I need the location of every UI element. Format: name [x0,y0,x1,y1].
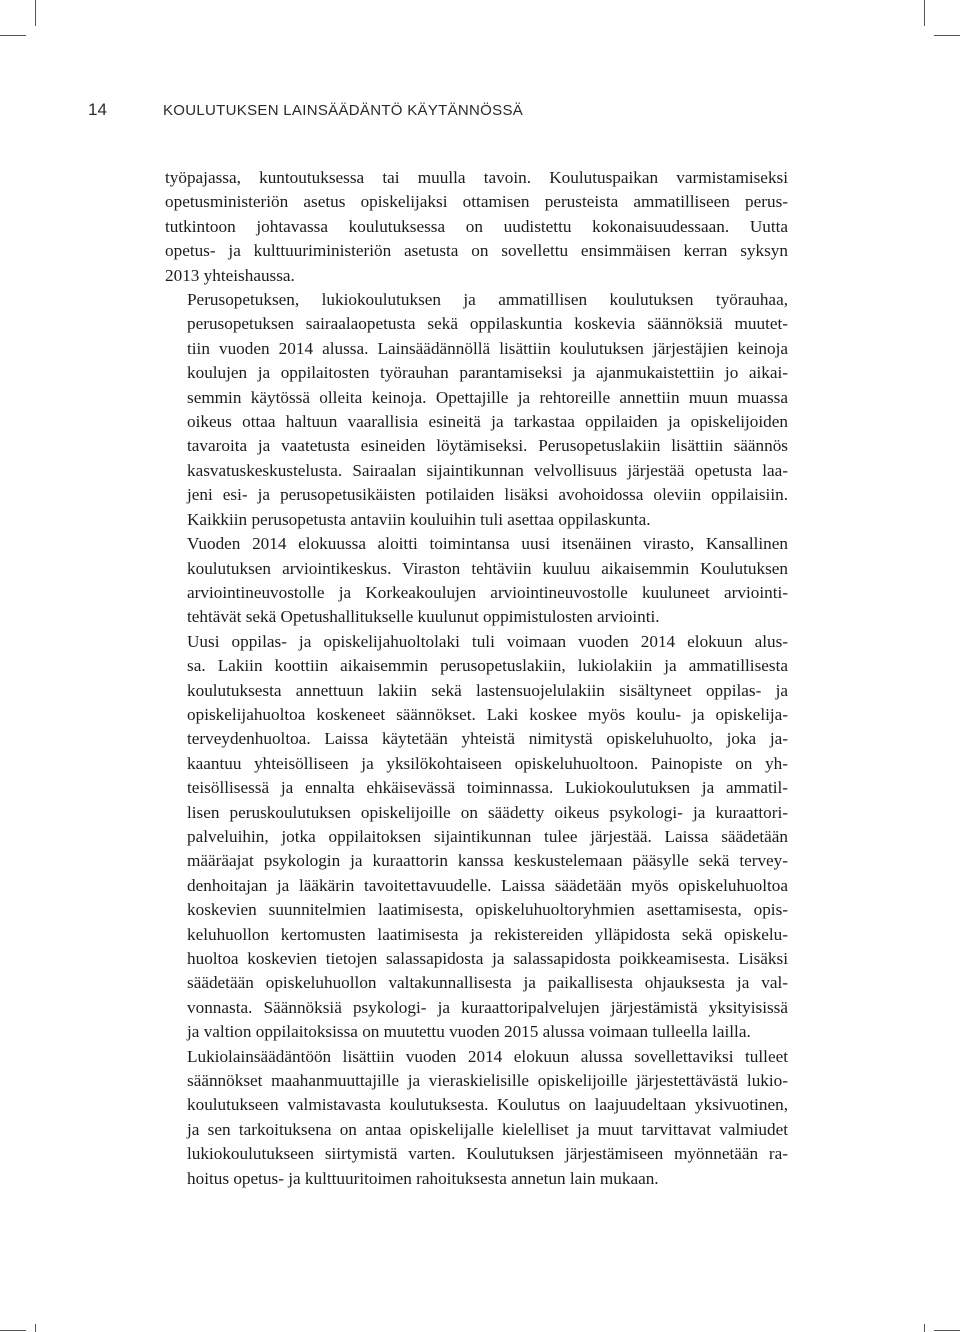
paragraph [165,532,788,630]
text-line: koulutukseen valmistavasta koulutuksesta. Koulutus on laajuudeltaan yksivuotinen, [187,1095,788,1115]
text-line: opetus- ja kulttuuriministeriön asetusta on sovellettu ensimmäisen kerran syksyn [165,241,788,261]
paragraph [165,288,788,532]
text-line: lukiokoulutukseen siirtymistä varten. Koulutuksen järjestämiseen myönnetään ra- [187,1144,788,1164]
text-line: jeni esi- ja perusopetusikäisten potilaiden lisäksi avohoidossa oleviin oppilaisiin. [187,485,788,505]
page-number: 14 [88,100,107,119]
text-line: työpajassa, kuntoutuksessa tai muulla tavoin. Koulutuspaikan varmistamiseksi [165,168,788,187]
text-line: opetusministeriön asetus opiskelijaksi ottamisen perusteista ammatilliseen perus- [165,192,788,212]
crop-mark-bottom-left-h [0,1330,26,1331]
crop-mark-top-right-h [934,35,960,36]
text-line: tiin vuoden 2014 alussa. Lainsäädännöllä lisättiin koulutuksen järjestäjien keinoja [187,338,788,358]
text-line: koulujen ja oppilaitosten työrauhan parantamiseksi ja ajanmukaistettiin jo aikai- [187,363,788,383]
text-line: ja valtion oppilaitoksissa on muutettu vuoden 2015 alussa voimaan tulleella lailla. [187,1022,751,1042]
text-line: palveluihin, jotka oppilaitoksen sijaintikunnan tulee järjestää. Laissa säädetään [187,826,788,846]
text-line: semmin käytössä olleita keinoja. Opettajille ja rehtoreille annettiin muun muassa [187,387,788,407]
text-line: hoitus opetus- ja kulttuuritoimen rahoituksesta annetun lain mukaan. [187,1168,659,1188]
crop-mark-bottom-left-v [35,1324,36,1332]
crop-mark-top-left-v [35,0,36,26]
crop-mark-bottom-right-h [934,1330,960,1331]
text-line: Uusi oppilas- ja opiskelijahuoltolaki tuli voimaan vuoden 2014 elokuun alus- [187,631,788,651]
crop-mark-bottom-right-v [924,1324,925,1332]
text-line: tavaroita ja vaatetusta esineiden löytämiseksi. Perusopetuslakiin lisättiin säännös [187,436,788,456]
text-line: tehtävät sekä Opetushallitukselle kuulunut oppimistulosten arviointi. [187,607,660,627]
text-line: koskevien suunnitelmien laatimisesta, opiskeluhuoltoryhmien asettamisesta, opis- [187,900,788,920]
text-line: denhoitajan ja lääkärin tavoitettavuudelle. Laissa säädetään myös opiskeluhuoltoa [187,875,788,895]
page-header [88,100,523,120]
paragraph [165,166,788,288]
text-line: Vuoden 2014 elokuussa aloitti toimintansa uusi itsenäinen virasto, Kansallinen [187,534,788,554]
text-line: vonnasta. Säännöksiä psykologi- ja kuraattoripalvelujen järjestämistä yksityisissä [187,997,788,1017]
text-line: terveydenhuoltoa. Laissa käytetään yhteistä nimitystä opiskeluhuolto, joka ja- [187,729,788,749]
text-line: perusopetuksen sairaalaopetusta sekä oppilaskuntia koskevia säännöksiä muutet- [187,314,788,334]
text-line: arviointineuvostolle ja Korkeakoulujen arviointineuvostolle kuuluneet arviointi- [187,582,788,602]
text-line: oikeus ottaa haltuun vaarallisia esineitä ja tarkastaa oppilaiden ja opiskelijoiden [187,412,788,432]
paragraph [165,630,788,1045]
text-line: tutkintoon johtavassa koulutuksessa on uudistettu kokonaisuudessaan. Uutta [165,216,788,236]
text-line: 2013 yhteishaussa. [165,265,295,285]
text-line: Perusopetuksen, lukiokoulutuksen ja ammatillisen koulutuksen työrauhaa, [187,290,788,310]
text-line: ja sen tarkoituksena on antaa opiskelijalle kielelliset ja muut tarvittavat valmiudet [187,1119,788,1139]
body-text [165,166,788,1191]
text-line: määräajat psykologin ja kuraattorin kanssa keskustelemaan pääsylle sekä tervey- [187,851,788,871]
text-line: sa. Lakiin koottiin aikaisemmin perusopetuslakiin, lukiolakiin ja ammatillisesta [187,656,788,676]
running-title: KOULUTUKSEN LAINSÄÄDÄNTÖ KÄYTÄNNÖSSÄ [163,102,524,119]
text-line: Kaikkiin perusopetusta antaviin kouluihin tuli asettaa oppilaskunta. [187,509,651,529]
text-line: kaantuu yhteisölliseen ja yksilökohtaiseen opiskeluhuoltoon. Painopiste on yh- [187,753,788,773]
text-line: kasvatuskeskustelusta. Sairaalan sijaintikunnan velvollisuus järjestää opetusta laa- [187,460,788,480]
text-line: Lukiolainsäädäntöön lisättiin vuoden 2014 elokuun alussa sovellettaviksi tulleet [187,1046,788,1066]
text-line: säädetään opiskeluhuollon valtakunnallisesta ja paikallisesta ohjauksesta ja val- [187,973,788,993]
text-line: opiskelijahuoltoa koskeneet säännökset. Laki koskee myös koulu- ja opiskelija- [187,704,788,724]
text-line: teisöllisessä ja ennalta ehkäisevässä toiminnassa. Lukiokoulutuksen ja ammatil- [187,778,788,798]
text-line: koulutuksesta annettuun lakiin sekä lastensuojelulakiin sisältyneet oppilas- ja [187,680,788,700]
text-line: koulutuksen arviointikeskus. Viraston tehtäviin kuuluu aikaisemmin Koulutuksen [187,558,788,578]
paragraph [165,1045,788,1191]
text-line: säännökset maahanmuuttajille ja vieraskielisille opiskelijoille järjestettävästä lukio- [187,1071,788,1091]
crop-mark-top-right-v [924,0,925,26]
text-line: keluhuollon kertomusten laatimisesta ja rekistereiden ylläpidosta sekä opiskelu- [187,924,788,944]
text-line: lisen peruskoulutuksen opiskelijoille on säädetty oikeus psykologi- ja kuraattori- [187,802,788,822]
crop-mark-top-left-h [0,35,26,36]
text-line: huoltoa koskevien tietojen salassapidosta ja salassapidosta poikkeamisesta. Lisäksi [187,949,788,968]
